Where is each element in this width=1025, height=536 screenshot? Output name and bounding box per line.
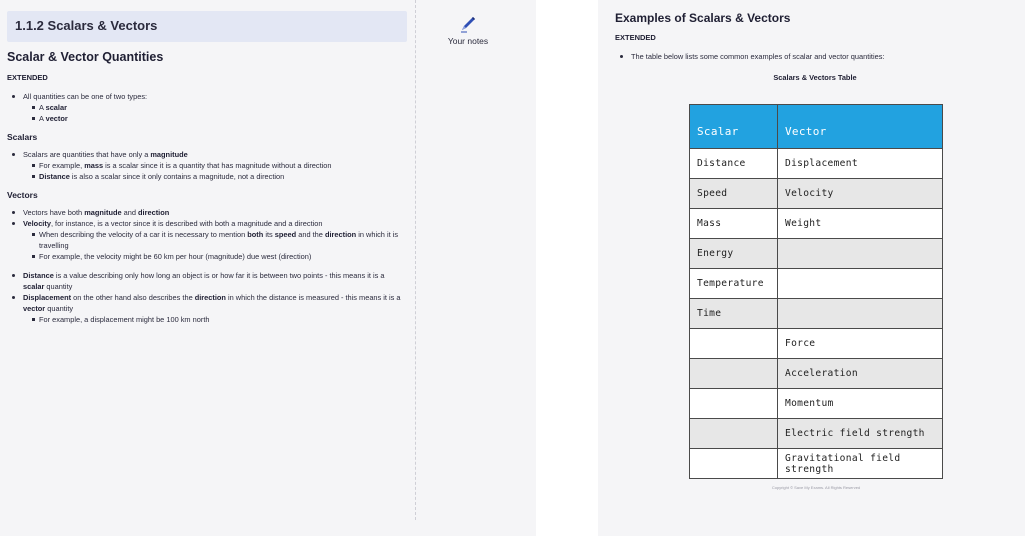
intro-list: [7, 91, 407, 124]
table-caption: Scalars & Vectors Table: [773, 73, 857, 82]
section-title-bar: [7, 11, 407, 42]
your-notes-label: Your notes: [447, 36, 489, 46]
table-row: [690, 389, 943, 419]
list-item: For example, a displacement might be 100 km north: [23, 314, 407, 325]
table-row: [690, 419, 943, 449]
pencil-icon: [458, 14, 478, 34]
table-row: [690, 329, 943, 359]
left-content: [7, 50, 407, 325]
examples-list: [615, 51, 1015, 62]
scalar-cell: Mass: [690, 209, 778, 239]
sub-list: [23, 160, 407, 182]
vector-cell: [778, 269, 943, 299]
list-item: All quantities can be one of two types: A scalar A vector: [7, 91, 407, 124]
section-title: 1.1.2 Scalars & Vectors: [15, 18, 158, 33]
table-row: [690, 269, 943, 299]
header-vector: Vector: [778, 105, 943, 149]
table-wrap: [689, 104, 943, 490]
list-item: Distance is a value describing only how long an object is or how far it is between two points - this means it is a scalar quantity: [7, 270, 407, 292]
table-row: [690, 149, 943, 179]
your-notes[interactable]: [432, 14, 504, 46]
scalars-vectors-table: [689, 104, 943, 479]
sub-list: [23, 314, 407, 325]
page-heading: Scalar & Vector Quantities: [7, 50, 164, 64]
table-row: [690, 359, 943, 389]
scalar-cell: Speed: [690, 179, 778, 209]
vector-cell: Displacement: [778, 149, 943, 179]
scalar-cell: Distance: [690, 149, 778, 179]
scalar-cell: [690, 389, 778, 419]
list-item: For example, mass is a scalar since it is a quantity that has magnitude without a direction: [23, 160, 407, 171]
notes-divider: [415, 0, 416, 520]
list-item: Scalars are quantities that have only a magnitude For example, mass is a scalar since it is a quantity that has magnitude without a direction Distance is also a scalar since it only contains a magnitude, not a direction: [7, 149, 407, 182]
list-item: Vectors have both magnitude and direction: [7, 207, 407, 218]
vector-cell: [778, 239, 943, 269]
table-body: [690, 149, 943, 479]
table-row: [690, 299, 943, 329]
vectors-list-2: [7, 270, 407, 325]
list-item: Displacement on the other hand also describes the direction in which the distance is measured - this means it is a vector quantity For example, a displacement might be 100 km north: [7, 292, 407, 325]
sub-list: [23, 229, 407, 262]
vector-cell: Force: [778, 329, 943, 359]
vectors-list: [7, 207, 407, 262]
vector-cell: [778, 299, 943, 329]
scalar-cell: [690, 419, 778, 449]
table-row: [690, 179, 943, 209]
vectors-heading: Vectors: [7, 190, 38, 200]
vector-cell: Electric field strength: [778, 419, 943, 449]
vector-cell: Momentum: [778, 389, 943, 419]
right-page: [598, 0, 1025, 536]
sub-list: [23, 102, 407, 124]
list-item: For example, the velocity might be 60 km per hour (magnitude) due west (direction): [23, 251, 407, 262]
table-header-row: [690, 105, 943, 149]
list-item: A scalar: [23, 102, 407, 113]
list-item: When describing the velocity of a car it is necessary to mention both its speed and the direction in which it is travelling: [23, 229, 407, 251]
page-gap: [536, 0, 598, 536]
header-scalar: Scalar: [690, 105, 778, 149]
vector-cell: Gravitational field strength: [778, 449, 943, 479]
scalar-cell: [690, 329, 778, 359]
scalar-cell: Energy: [690, 239, 778, 269]
table-row: [690, 239, 943, 269]
examples-heading: Examples of Scalars & Vectors: [615, 11, 791, 25]
vector-cell: Weight: [778, 209, 943, 239]
scalar-cell: [690, 359, 778, 389]
scalars-heading: Scalars: [7, 132, 38, 142]
extended-tag: EXTENDED: [7, 73, 48, 82]
list-item: A vector: [23, 113, 407, 124]
table-row: [690, 209, 943, 239]
vector-cell: Acceleration: [778, 359, 943, 389]
scalar-cell: Time: [690, 299, 778, 329]
scalars-list: [7, 149, 407, 182]
list-item: Distance is also a scalar since it only contains a magnitude, not a direction: [23, 171, 407, 182]
table-row: [690, 449, 943, 479]
scalar-cell: [690, 449, 778, 479]
list-item: The table below lists some common examples of scalar and vector quantities:: [615, 51, 1015, 62]
vector-cell: Velocity: [778, 179, 943, 209]
copyright-text: Copyright © Save My Exams. All Rights Reserved: [771, 485, 861, 490]
extended-tag: EXTENDED: [615, 33, 656, 42]
scalar-cell: Temperature: [690, 269, 778, 299]
right-content: [615, 11, 1015, 82]
list-item: Velocity, for instance, is a vector since it is described with both a magnitude and a direction When describing the velocity of a car it is necessary to mention both its speed and the direction in which it is travelling For example, the velocity might be 60 km per hour (magnitude) due west (direction): [7, 218, 407, 262]
